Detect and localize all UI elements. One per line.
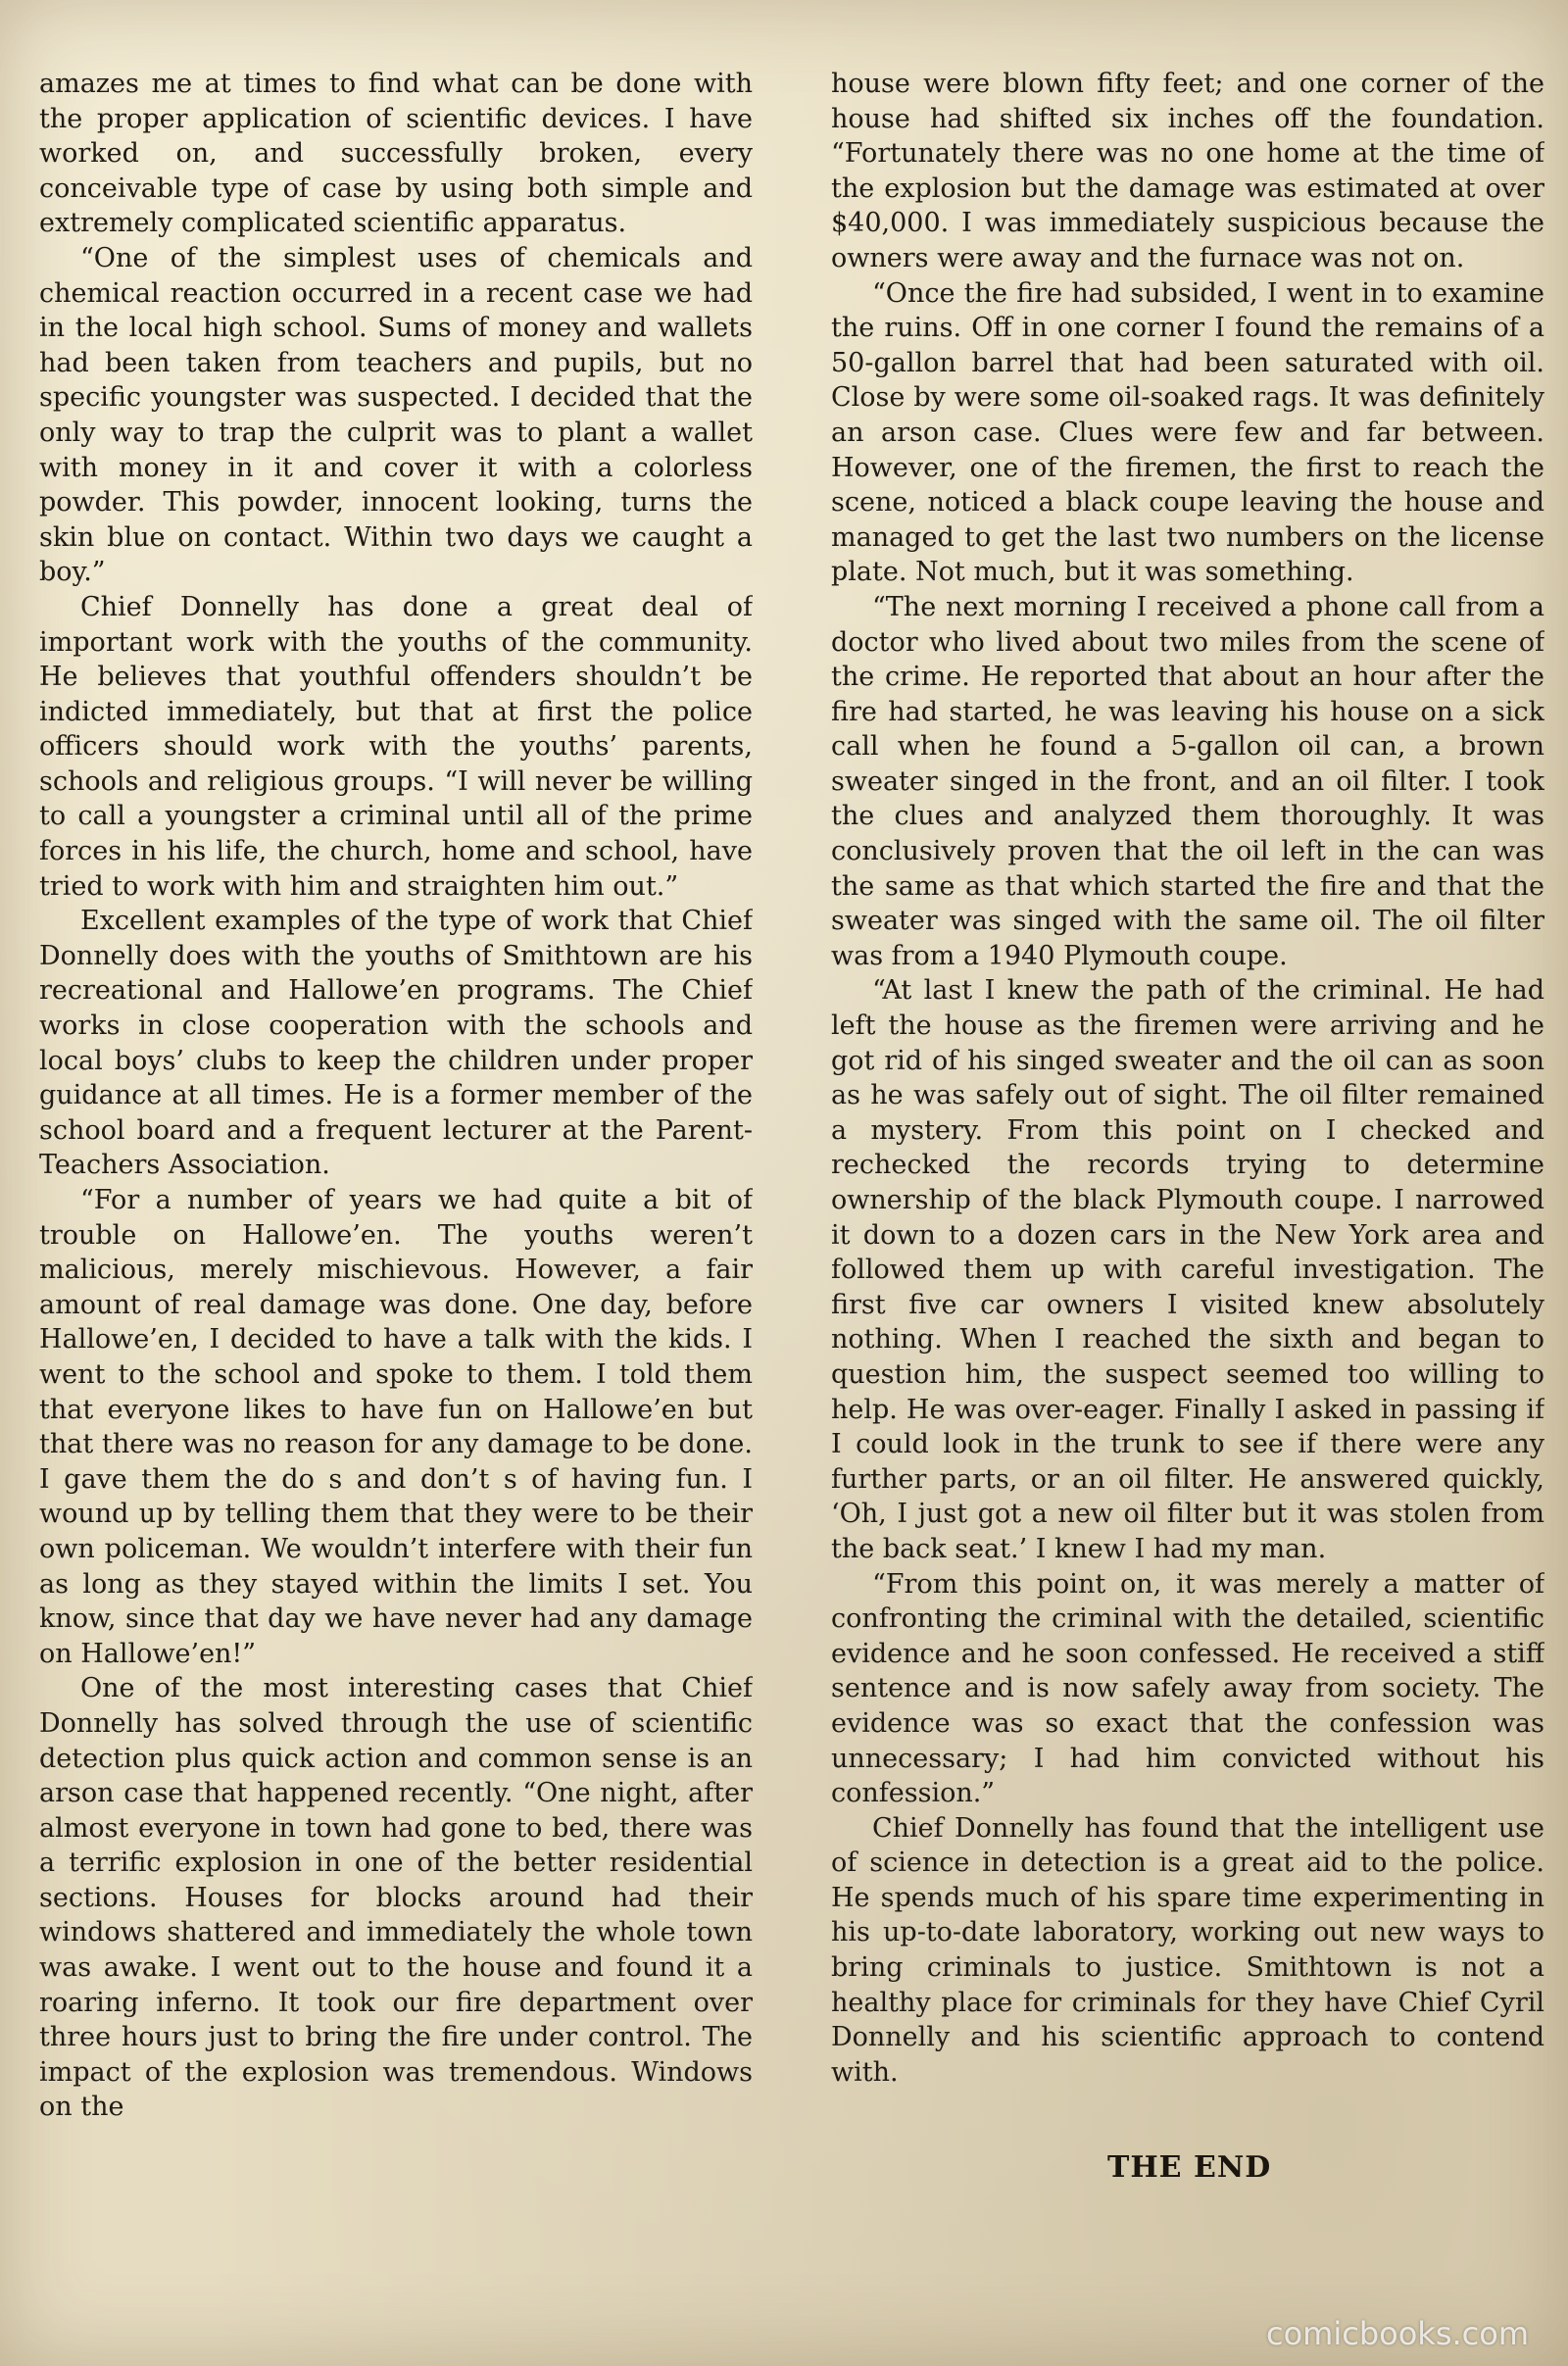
paragraph: Chief Donnelly has found that the intelligent use of science in detection is a great aid to the police. He spends much of his spare time experimenting in his up-to-date laboratory, working out new ways to bring criminals to justice. Smithtown is not a healthy place for criminals for they have Chief Cyril Donnelly and his scientific approach to contend with. — [831, 1812, 1544, 2088]
paragraph: “The next morning I received a phone call from a doctor who lived about two miles from the scene of the crime. He reported that about an hour after the fire had started, he was leaving his house on a sick call when he found a 5-gallon oil can, a brown sweater singed in the front, and an oil filter. I took the clues and analyzed them thoroughly. It was conclusively proven that the oil left in the can was the same as that which started the fire and that the sweater was singed with the same oil. The oil filter was from a 1940 Plymouth coupe. — [831, 591, 1544, 971]
paragraph: amazes me at times to find what can be done with the proper application of scientific devices. I have worked on, and successfully broken, every conceivable type of case by using both simple and extremely complicated scientific apparatus. — [39, 69, 753, 239]
text-column-left — [39, 67, 753, 2321]
paragraph: “Once the fire had subsided, I went in to examine the ruins. Off in one corner I found the remains of a 50-gallon barrel that had been saturated with oil. Close by were some oil-soaked rags. It was definitely an arson case. Clues were few and far between. However, one of the firemen, the first to reach the scene, noticed a black coupe leaving the house and managed to get the last two numbers on the license plate. Not much, but it was something. — [831, 277, 1544, 588]
paragraph: One of the most interesting cases that Chief Donnelly has solved through the use of scientific detection plus quick action and common sense is an arson case that happened recently. “One night, after almost everyone in town had gone to bed, there was a terrific explosion in one of the better residential sections. Houses for blocks around had their windows shattered and immediately the whole town was awake. I went out to the house and found it a roaring inferno. It took our fire department over three hours just to bring the fire under control. The impact of the explosion was tremendous. Windows on the — [39, 1673, 753, 2123]
paragraph: “From this point on, it was merely a matter of confronting the criminal with the detailed, scientific evidence and he soon confessed. He received a stiff sentence and is now safely away from society. The evidence was so exact that the confession was unnecessary; I had him convicted without his confession.” — [831, 1568, 1544, 1809]
paragraph: “One of the simplest uses of chemicals and chemical reaction occurred in a recent case we had in the local high school. Sums of money and wallets had been taken from teachers and pupils, but no specific youngster was suspected. I decided that the only way to trap the culprit was to plant a wallet with money in it and cover it with a colorless powder. This powder, innocent looking, turns the skin blue on contact. Within two days we caught a boy.” — [39, 242, 753, 588]
end-mark: THE END — [1107, 2150, 1272, 2185]
watermark: comicbooks.com — [1266, 2315, 1530, 2352]
paragraph: Chief Donnelly has done a great deal of important work with the youths of the community. He believes that youthful offenders shouldn’t be indicted immediately, but that at first the police officers should work with the youths’ parents, schools and religious groups. “I will never be willing to call a youngster a criminal until all of the prime forces in his life, the church, home and school, have tried to work with him and straighten him out.” — [39, 591, 753, 902]
text-column-right — [831, 67, 1544, 2321]
paragraph: “For a number of years we had quite a bit of trouble on Hallowe’en. The youths weren’t malicious, merely mischievous. However, a fair amount of real damage was done. One day, before Hallowe’en, I decided to have a talk with the kids. I went to the school and spoke to them. I told them that everyone likes to have fun on Hallowe’en but that there was no reason for any damage to be done. I gave them the do s and don’t s of having fun. I wound up by telling them that they were to be their own policeman. We wouldn’t interfere with their fun as long as they stayed within the limits I set. You know, since that day we have never had any damage on Hallowe’en!” — [39, 1185, 753, 1669]
paragraph: house were blown fifty feet; and one corner of the house had shifted six inches off the foundation. “Fortunately there was no one home at the time of the explosion but the damage was estimated at over $40,000. I was immediately suspicious because the owners were away and the furnace was not on. — [831, 69, 1544, 273]
paragraph: Excellent examples of the type of work that Chief Donnelly does with the youths of Smithtown are his recreational and Hallowe’en programs. The Chief works in close cooperation with the schools and local boys’ clubs to keep the children under proper guidance at all times. He is a former member of the school board and a frequent lecturer at the Parent-Teachers Association. — [39, 906, 753, 1181]
paragraph: “At last I knew the path of the criminal. He had left the house as the firemen were arriving and he got rid of his singed sweater and the oil can as soon as he was safely out of sight. The oil filter remained a mystery. From this point on I checked and rechecked the records trying to determine ownership of the black Plymouth coupe. I narrowed it down to a dozen cars in the New York area and followed them up with careful investigation. The first five car owners I visited knew absolutely nothing. When I reached the sixth and began to question him, the suspect seemed too willing to help. He was over-eager. Finally I asked in passing if I could look in the trunk to see if there were any further parts, or an oil filter. He answered quickly, ‘Oh, I just got a new oil filter but it was stolen from the back seat.’ I knew I had my man. — [831, 975, 1544, 1564]
